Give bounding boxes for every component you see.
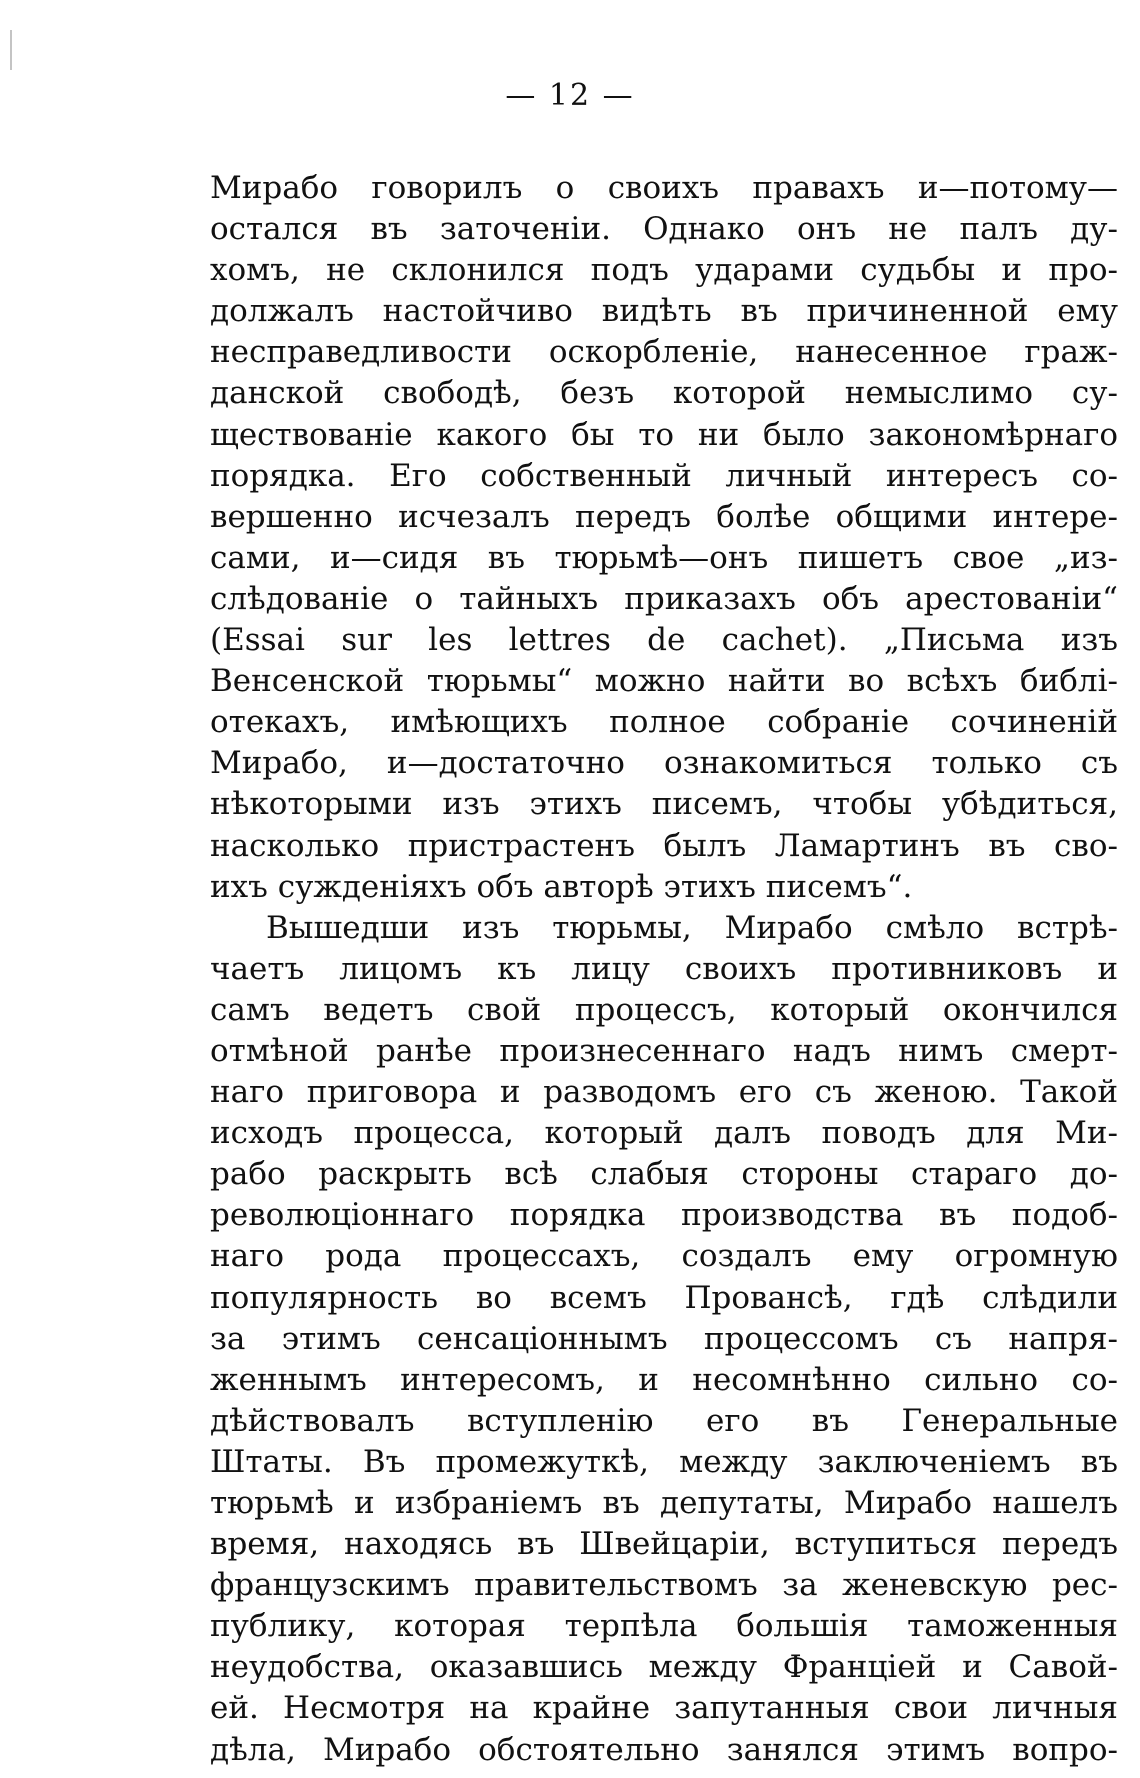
text-line: женнымъ интересомъ, и несомнѣнно сильно со- [210,1361,1118,1398]
page-number: — 12 — [505,78,635,113]
text-line: популярность во всемъ Провансѣ, гдѣ слѣдили [210,1279,1118,1316]
text-line: исходъ процесса, который далъ поводъ для Ми- [210,1115,1118,1152]
text-line: порядка. Его собственный личный интересъ со- [210,457,1118,494]
text-line: чаетъ лицомъ къ лицу своихъ противниковъ и [210,950,1118,987]
scan-edge-mark [10,30,12,70]
body-text [210,168,1118,1771]
text-line: французскимъ правительствомъ за женевскую рес- [210,1567,1118,1604]
text-line: время, находясь въ Швейцаріи, вступиться передъ [210,1526,1118,1563]
text-line: за этимъ сенсаціоннымъ процессомъ съ напря- [210,1320,1118,1357]
text-line: тюрьмѣ и избраніемъ въ депутаты, Мирабо нашелъ [210,1485,1118,1521]
text-line: данской свободѣ, безъ которой немыслимо су- [210,375,1118,412]
text-line: неудобства, оказавшись между Франціей и Савой- [210,1649,1118,1686]
text-line: наго приговора и разводомъ его съ женою. Такой [210,1074,1118,1111]
text-line: Мирабо говорилъ о своихъ правахъ и—потому— [210,170,1118,206]
text-line: несправедливости оскорбленіе, нанесенное граж- [210,334,1118,371]
text-line: нѣкоторыми изъ этихъ писемъ, чтобы убѣдиться, [210,786,1118,823]
text-line: отмѣной ранѣе произнесеннаго надъ нимъ смерт- [210,1032,1118,1069]
text-line: насколько пристрастенъ былъ Ламартинъ въ сво- [210,827,1118,864]
text-line: отекахъ, имѣющихъ полное собраніе сочиненій [210,704,1118,741]
text-line: рабо раскрыть всѣ слабыя стороны стараго до- [210,1156,1118,1193]
text-line: Вышедши изъ тюрьмы, Мирабо смѣло встрѣ- [266,909,1118,946]
text-line: должалъ настойчиво видѣть въ причиненной ему [210,293,1118,330]
text-line: хомъ, не склонился подъ ударами судьбы и про- [210,252,1118,289]
text-line: Венсенской тюрьмы“ можно найти во всѣхъ библі- [210,663,1118,700]
text-line: (Essai sur les lettres de cachet). „Письма изъ [210,622,1118,659]
text-line: ей. Несмотря на крайне запутанныя свои личныя [210,1690,1118,1727]
text-line: публику, которая терпѣла большія таможенныя [210,1608,1118,1645]
text-line: ихъ сужденіяхъ объ авторѣ этихъ писемъ“. [210,868,913,905]
text-line: наго рода процессахъ, создалъ ему огромную [210,1238,1118,1275]
text-line: остался въ заточеніи. Однако онъ не палъ ду- [210,211,1118,248]
text-line: слѣдованіе о тайныхъ приказахъ объ арестованіи“ [210,580,1118,617]
text-line: революціоннаго порядка производства въ подоб- [210,1197,1118,1234]
text-line: сами, и—сидя въ тюрьмѣ—онъ пишетъ свое „из- [210,539,1118,576]
text-line: дѣйствовалъ вступленію его въ Генеральные [210,1402,1118,1439]
text-line: Мирабо, и—достаточно ознакомиться только съ [210,745,1118,782]
text-line: Штаты. Въ промежуткѣ, между заключеніемъ въ [210,1443,1118,1480]
text-line: дѣла, Мирабо обстоятельно занялся этимъ вопро- [210,1731,1118,1768]
text-line: самъ ведетъ свой процессъ, который окончился [210,991,1118,1028]
text-line: ществованіе какого бы то ни было закономѣрнаго [210,416,1118,453]
text-line: вершенно исчезалъ передъ болѣе общими интере- [210,498,1118,535]
